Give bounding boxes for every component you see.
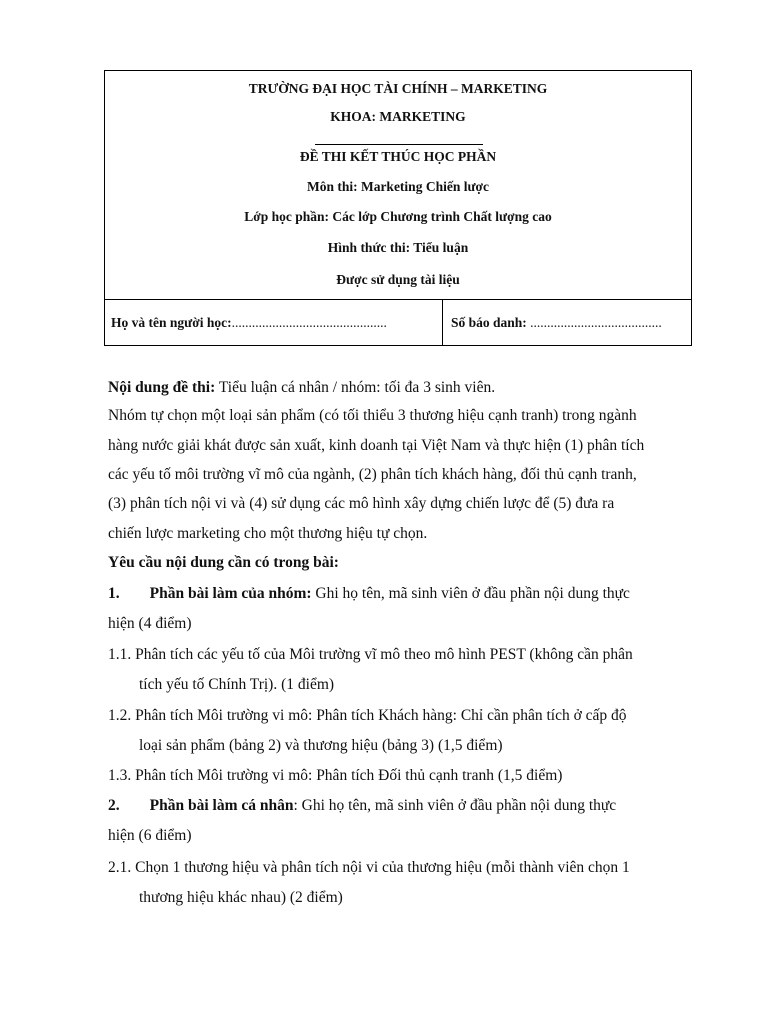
section-1-text: Ghi họ tên, mã sinh viên ở đầu phần nội dung thực <box>311 585 630 602</box>
section-2-text: : Ghi họ tên, mã sinh viên ở đầu phần nội dung thực <box>293 797 617 814</box>
item-2-1 <box>108 854 630 882</box>
section-2-title: Phần bài làm cá nhân <box>149 797 294 814</box>
header-divider <box>315 144 483 145</box>
student-name-label: Họ và tên người học: <box>111 315 232 330</box>
item-number: 2.1. <box>108 859 132 876</box>
student-name-field[interactable] <box>111 315 387 331</box>
section-1-title: Phần bài làm của nhóm: <box>149 585 312 602</box>
item-1-2 <box>108 702 627 730</box>
student-id-dots: ....................................... <box>530 315 662 330</box>
section-2-continuation: hiện (6 điểm) <box>108 827 192 844</box>
exam-materials: Được sử dụng tài liệu <box>336 272 460 287</box>
exam-subject: Môn thi: Marketing Chiến lược <box>306 179 490 194</box>
item-1-2-continuation: loại sản phẩm (bảng 2) và thương hiệu (bảng 3) (1,5 điểm) <box>139 737 503 754</box>
exam-content-label: Nội dung đề thi: <box>108 379 216 396</box>
faculty-name: KHOA: MARKETING <box>330 109 466 124</box>
item-text: Phân tích Môi trường vi mô: Phân tích Đối thủ cạnh tranh (1,5 điểm) <box>135 767 563 784</box>
exam-title: ĐỀ THI KẾT THÚC HỌC PHẦN <box>299 149 497 164</box>
item-2-1-continuation: thương hiệu khác nhau) (2 điểm) <box>139 889 343 906</box>
header-separator <box>105 299 691 300</box>
section-2-number: 2. <box>108 797 120 814</box>
item-number: 1.3. <box>108 767 132 784</box>
item-number: 1.1. <box>108 646 132 663</box>
section-1-continuation: hiện (4 điểm) <box>108 615 192 632</box>
description-line: chiến lược marketing cho một thương hiệu tự chọn. <box>108 525 428 542</box>
requirements-heading-text: Yêu cầu nội dung cần có trong bài: <box>108 554 339 571</box>
requirements-heading <box>108 549 339 577</box>
description-line: các yếu tố môi trường vĩ mô của ngành, (2) phân tích khách hàng, đối thủ cạnh tranh, <box>108 466 637 483</box>
university-name: TRƯỜNG ĐẠI HỌC TÀI CHÍNH – MARKETING <box>248 81 548 96</box>
item-text: Chọn 1 thương hiệu và phân tích nội vi của thương hiệu (mỗi thành viên chọn 1 <box>135 859 630 876</box>
item-text: Phân tích các yếu tố của Môi trường vĩ mô theo mô hình PEST (không cần phân <box>135 646 633 663</box>
exam-content-line <box>108 374 495 402</box>
student-id-field[interactable] <box>451 315 662 331</box>
exam-content-text: Tiểu luận cá nhân / nhóm: tối đa 3 sinh viên. <box>215 379 496 396</box>
item-number: 1.2. <box>108 707 132 724</box>
item-1-1-continuation: tích yếu tố Chính Trị). (1 điểm) <box>139 676 335 693</box>
section-1-number: 1. <box>108 585 120 602</box>
item-1-1 <box>108 641 633 669</box>
item-text: Phân tích Môi trường vi mô: Phân tích Khách hàng: Chỉ cần phân tích ở cấp độ <box>135 707 627 724</box>
student-id-label: Số báo danh: <box>451 315 527 330</box>
section-1-heading <box>108 580 630 608</box>
exam-class: Lớp học phần: Các lớp Chương trình Chất lượng cao <box>244 209 552 224</box>
description-line: (3) phân tích nội vi và (4) sử dụng các mô hình xây dựng chiến lược để (5) đưa ra <box>108 495 615 512</box>
exam-header-box <box>104 70 692 346</box>
item-1-3 <box>108 762 562 790</box>
student-name-dots: .............................................. <box>231 315 387 330</box>
description-line: hàng nước giải khát được sản xuất, kinh doanh tại Việt Nam và thực hiện (1) phân tích <box>108 437 645 454</box>
header-column-separator <box>442 299 443 345</box>
section-2-heading <box>108 792 616 820</box>
exam-format: Hình thức thi: Tiểu luận <box>327 240 469 255</box>
description-line: Nhóm tự chọn một loại sản phẩm (có tối thiểu 3 thương hiệu cạnh tranh) trong ngành <box>108 407 637 424</box>
